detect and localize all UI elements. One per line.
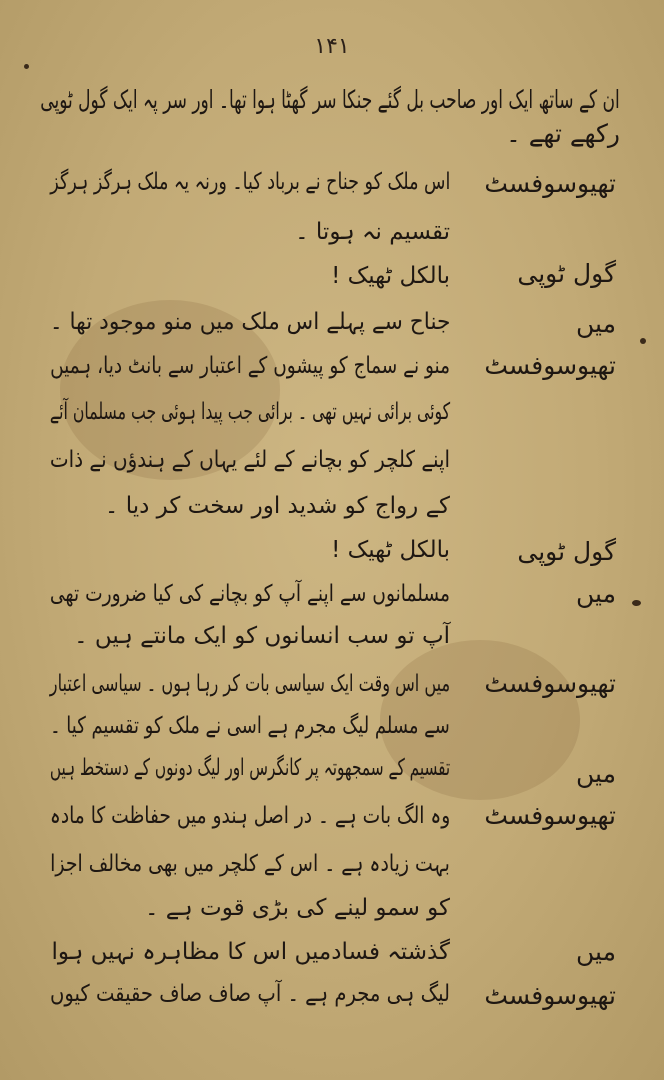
speaker-theosophist: تھیوسوفسٹ [484, 669, 616, 698]
dialogue-line: کے رواج کو شدید اور سخت کر دیا ۔ [104, 493, 450, 519]
dialogue-line: وہ الگ بات ہے ۔ در اصل ہندو میں حفاظت کا مادہ [49, 803, 450, 829]
speaker-gol-topi: گول ٹوپی [517, 259, 616, 288]
speaker-main: میں [576, 759, 616, 788]
speaker-theosophist: تھیوسوفسٹ [484, 351, 616, 380]
dialogue-line: کوئی برائی نہیں تھی ۔ برائی جب پیدا ہوئی جب مسلمان آئے [49, 399, 450, 425]
speaker-theosophist: تھیوسوفسٹ [484, 981, 616, 1010]
speaker-gol-topi: گول ٹوپی [517, 537, 616, 566]
dialogue-line: مسلمانوں سے اپنے آپ کو بچانے کی کیا ضرورت تھی [49, 581, 450, 607]
dialogue-line: جناح سے پہلے اس ملک میں منو موجود تھا ۔ [49, 309, 450, 335]
dialogue-line: میں اس وقت ایک سیاسی بات کر رہا ہوں ۔ سیاسی اعتبار [49, 671, 450, 697]
dialogue-line: سے مسلم لیگ مجرم ہے اسی نے ملک کو تقسیم کیا ۔ [50, 713, 450, 739]
speaker-main: میں [576, 579, 616, 608]
speaker-theosophist: تھیوسوفسٹ [484, 801, 616, 830]
speaker-main: میں [576, 309, 616, 338]
dialogue-line: بالکل ٹھیک ! [331, 537, 450, 563]
dialogue-line: تقسیم نہ ہوتا ۔ [295, 219, 450, 245]
page-number: ۱۴۱ [314, 34, 350, 59]
dialogue-line: لیگ ہی مجرم ہے ۔ آپ صاف صاف حقیقت کیوں [50, 981, 450, 1007]
dialogue-line: بہت زیادہ ہے ۔ اس کے کلچر میں بھی مخالف اجزا [50, 851, 450, 877]
dialogue-line: اس ملک کو جناح نے برباد کیا۔ ورنہ یہ ملک ہرگز ہرگز [49, 169, 450, 195]
dialogue-line: اپنے کلچر کو بچانے کے لئے یہاں کے ہندؤں نے ذات [49, 447, 450, 473]
paper-spot [24, 64, 29, 69]
intro-line-1: ان کے ساتھ ایک اور صاحب بل گئے جنکا سر گھٹا ہوا تھا۔ اور سر پہ ایک گول ٹوپی [40, 85, 620, 114]
dialogue-line: بالکل ٹھیک ! [331, 263, 450, 289]
dialogue-line: گذشتہ فسادمیں اس کا مظاہرہ نہیں ہوا [51, 939, 450, 965]
speaker-main: میں [576, 937, 616, 966]
intro-line-2: رکھے تھے ۔ [506, 119, 620, 148]
dialogue-line: آپ تو سب انسانوں کو ایک مانتے ہیں ۔ [74, 623, 450, 649]
speaker-theosophist: تھیوسوفسٹ [484, 169, 616, 198]
dialogue-line: تقسیم کے سمجھوتہ پر کانگرس اور لیگ دونوں کے دستخط ہیں [49, 755, 450, 781]
dialogue-line: منو نے سماج کو پیشوں کے اعتبار سے بانٹ دیا، ہمیں [50, 353, 450, 379]
paper-spot [640, 338, 646, 344]
paper-spot [632, 600, 641, 606]
dialogue-line: کو سمو لینے کی بڑی قوت ہے ۔ [145, 895, 450, 921]
